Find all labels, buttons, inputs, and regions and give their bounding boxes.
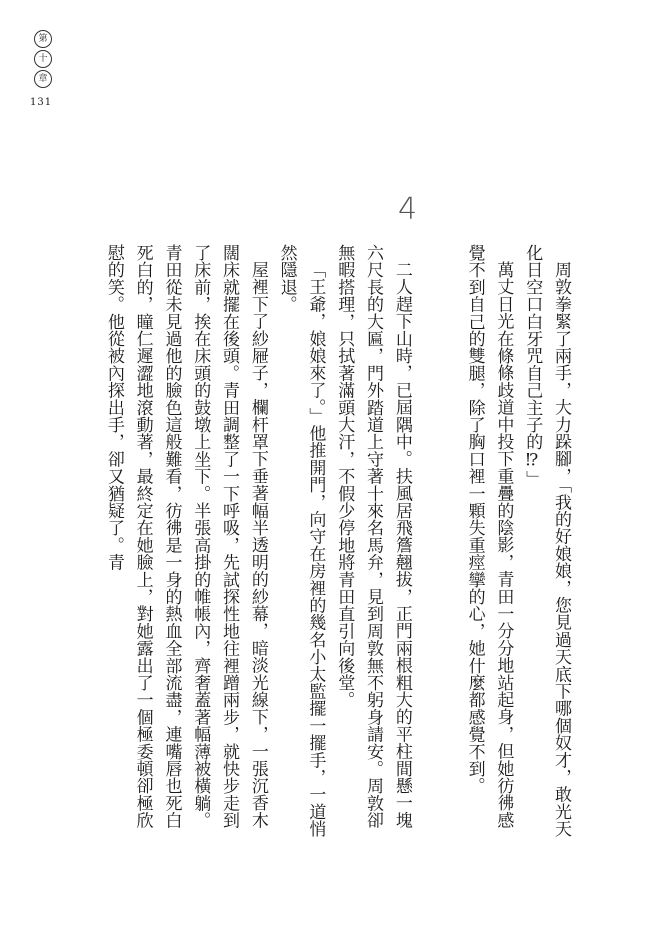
paragraph-1: 周敦拳緊了兩手，大力跺腳，「我的好娘娘，您見過天底下哪個奴才，敢光天化日空口白牙咒自己主子的⁉」 [522,244,571,838]
body-text [99,244,575,838]
paragraph-4: 「王爺，娘娘來了。」他推開門，向守在房裡的幾名小太監擺一擺手，一道悄然隱退。 [276,244,326,838]
chapter-char-1: 第 [34,30,52,48]
page-number: 131 [30,97,53,108]
paragraph-3: 二人趕下山時，已屆隅中。扶風居飛簷翹拔，正門兩根粗大的平柱間懸一塊六尺長的大匾，門外踏道上守著十來名馬弁，見到周敦無不躬身請安。周敦卻無暇搭理，只拭著滿頭大汗，不假少停地將青田直引向後堂。 [334,244,412,829]
section-number: 4 [398,192,418,227]
chapter-char-3: 章 [34,70,52,88]
chapter-marker [30,30,56,90]
paragraph-5: 屋裡下了紗屜子，欄杆罩下垂著幅半透明的紗幕，暗淡光線下，一張沉香木闊床就擺在後頭。青田調整了一下呼吸，先試探性地往裡蹭兩步，就快步走到了床前，挨在床頭的鼓墩上坐下。半張高掛的帷帳內，齊奢蓋著幅薄被橫躺。青田從未見過他的臉色這般難看，彷彿是一身的熱血全部流盡，連嘴唇也死白死白的，瞳仁遲澀地滾動著，最終定在她臉上，對她露出了一個極委頓卻極欣慰的笑。他從被內探出手，卻又猶疑了。青 [103,244,268,829]
chapter-char-2: 十 [34,50,52,68]
paragraph-2: 萬丈日光在條條歧道中投下重疊的陰影，青田一分分地站起身，但她彷彿感覺不到自己的雙腿，除了胸口裡一顆失重痙攣的心，她什麼都感覺不到。 [464,244,514,829]
